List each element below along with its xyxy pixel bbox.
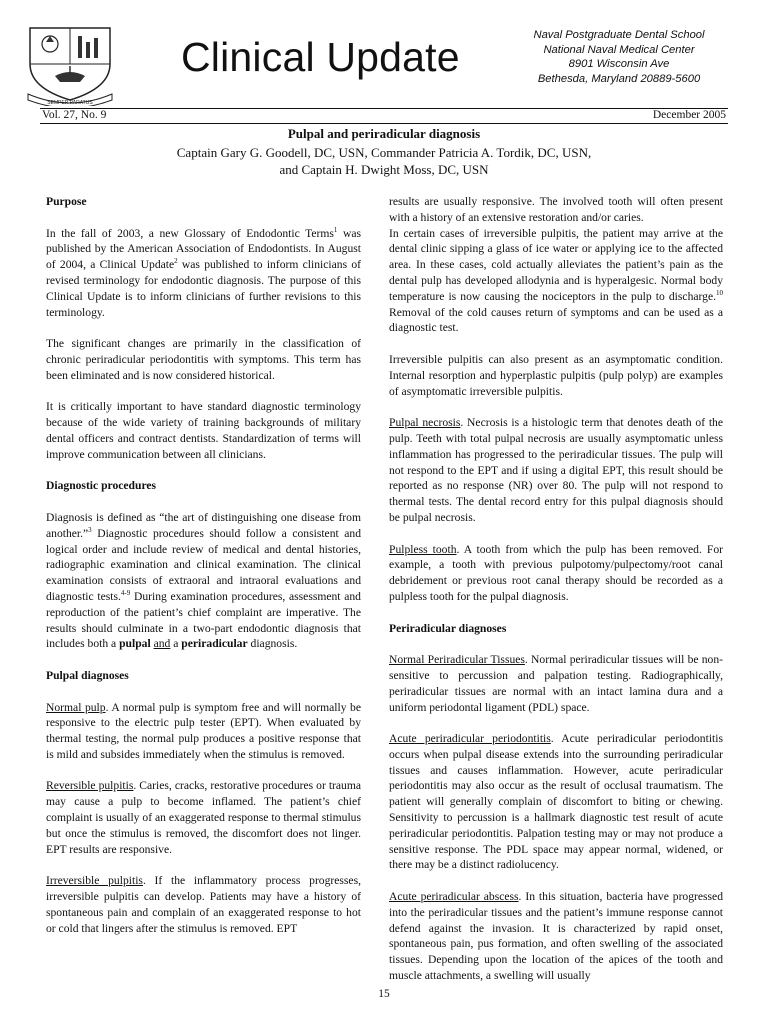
issue-volume: Vol. 27, No. 9: [42, 109, 107, 121]
page-number: 15: [378, 988, 390, 1000]
paragraph: It is critically important to have standard diagnostic terminology because of the wide variety of training backgrounds of military dental officers and contract dentists. Standardization of terms will improve communication between all clinicians.: [46, 400, 361, 461]
section-heading-purpose: Purpose: [46, 195, 87, 208]
paragraph: Normal Periradicular Tissues. Normal periradicular tissues will be non-sensitive to percussion and palpation testing. Radiographically, periradicular tissues are normal with an intact lamina dura and a uniform periodontal ligament (PDL) space.: [389, 653, 724, 714]
paragraph: Irreversible pulpitis can also present as an asymptomatic condition. Internal resorption and hyperplastic pulpitis (pulp polyp) are examples of asymptomatic irreversible pulpitis.: [389, 352, 723, 398]
article-title: Pulpal and periradicular diagnosis: [287, 126, 481, 141]
section-heading-periradicular: Periradicular diagnoses: [389, 621, 507, 635]
paragraph: Irreversible pulpitis. If the inflammatory process progresses, irreversible pulpitis can develop. Patients may have a history of spontaneous pain and complain of an exaggerated response to hot or cold that lingers after the stimulus is removed. EPT: [46, 874, 361, 935]
term-pulpal-necrosis: Pulpal necrosis: [389, 416, 461, 430]
paragraph: In certain cases of irreversible pulpitis, the patient may arrive at the dental clinic sipping a glass of ice water or applying ice to the affected area. In these cases, cold actually alleviates the patient’s pain as the dental pulp has developed allodynia and is hyperalgesic. Normal body temperature is now causing the nociceptors in the pulp to discharge.$^{10}$ Removal of the cold causes return of symptoms and can be used as a diagnostic test.: [389, 226, 723, 335]
paragraph: In the fall of 2003, a new Glossary of Endodontic Terms$^1$ was published by the American Association of Endodontists. In August of 2004, a Clinical Update$^2$ was published to inform clinicians of revised terminology for endodontic diagnosis. The purpose of this Clinical Update is to inform clinicians of further revisions to this terminology.: [46, 225, 361, 319]
paragraph: results are usually responsive. The involved tooth will often present with a history of an extensive restoration and/or caries.: [389, 195, 723, 224]
term-acute-periradicular-periodontitis: Acute periradicular periodontitis: [389, 732, 551, 746]
reference-number: 4-9: [120, 589, 131, 598]
seal-motto: SEMPER PARATUS: [47, 100, 93, 106]
address-line: National Naval Medical Center: [543, 43, 695, 56]
header-rule: [40, 123, 728, 124]
authors-line: and Captain H. Dwight Moss, DC, USN: [279, 162, 489, 177]
school-address: [510, 28, 728, 87]
authors-line: Captain Gary G. Goodell, DC, USN, Commander Patricia A. Tordik, DC, USN,: [176, 145, 592, 160]
paragraph: Normal pulp. A normal pulp is symptom free and will normally be responsive to the electric pulp tester (EPT). When evaluated by thermal testing, the normal pulp produces a positive response that is mild and subsides immediately when the stimulus is removed.: [46, 700, 361, 761]
term-irreversible-pulpitis: Irreversible pulpitis: [46, 874, 143, 888]
section-heading-diagnostic: Diagnostic procedures: [46, 479, 157, 493]
newsletter-title: Clinical Update: [181, 34, 460, 80]
reference-number: 10: [716, 288, 723, 297]
reference-number: 3: [88, 525, 92, 534]
term-normal-periradicular: Normal Periradicular Tissues: [389, 653, 525, 667]
address-line: Naval Postgraduate Dental School: [533, 29, 705, 41]
paragraph: Acute periradicular periodontitis. Acute periradicular periodontitis occurs when pulpal disease extends into the surrounding periradicular tissues and causes inflammation. However, acute periradicular periodontitis may also occur as the result of occlusal traumatism. The patient will generally complain of discomfort to biting or chewing. Sensitivity to percussion is a hallmark diagnostic test result of acute periradicular periodontitis. Palpation testing may or may not produce a sensitive response. The PDL space may appear normal, widened, or there may be a distinct radiolucency.: [389, 732, 723, 872]
term-normal-pulp: Normal pulp: [46, 700, 106, 714]
right-column: [389, 194, 723, 984]
paragraph: Pulpless tooth. A tooth from which the pulp has been removed. For example, a tooth with previous pulpotomy/pulpectomy/root canal debridement or previous root canal therapy should be recorded as a pulpless tooth for the pulpal diagnosis.: [389, 542, 723, 603]
reference-number: 1: [333, 225, 338, 234]
section-heading-pulpal: Pulpal diagnoses: [46, 668, 129, 682]
issue-bar: [40, 109, 728, 123]
paragraph: Reversible pulpitis. Caries, cracks, restorative procedures or trauma may cause a pulp to become inflamed. The patient’s chief complaint is usually of an exaggerated response to thermal stimulus but once the stimulus is removed, the discomfort does not linger. EPT results are responsive.: [46, 779, 362, 856]
reference-number: 2: [174, 257, 178, 266]
paragraph: The significant changes are primarily in the classification of chronic periradicular periodontitis with symptoms. This term has been eliminated and is now considered historical.: [46, 337, 361, 382]
term-acute-periradicular-abscess: Acute periradicular abscess: [389, 890, 519, 904]
article-authors: [120, 144, 648, 178]
paragraph: Pulpal necrosis. Necrosis is a histologic term that denotes death of the pulp. Teeth with total pulpal necrosis are usually asymptomatic unless inflammation has progressed to the periradicular tissues. The pulp will not respond to the EPT and if using a digital EPT, this result should be reported as no response (NR) over 80. The pulp will not respond to thermal tests. The dental record entry for this pulpal diagnosis should be pulpal necrosis.: [389, 416, 723, 524]
term-reversible-pulpitis: Reversible pulpitis: [46, 779, 134, 793]
school-seal-logo: [20, 20, 120, 106]
term-pulpless-tooth: Pulpless tooth: [389, 542, 457, 556]
address-line: 8901 Wisconsin Ave: [568, 58, 670, 71]
issue-date: December 2005: [652, 109, 726, 121]
paragraph: Diagnosis is defined as “the art of distinguishing one disease from another.”$^3$ Diagnostic procedures should follow a consistent and logical order and include review of medical and dental histories, radiographic examination and clinical examination. The clinical examination consists of extraoral and intraoral evaluations and diagnostic tests.$^{4-9}$ During examination procedures, assessment and reproduction of the patient’s chief complaint are imperative. The results should culminate in a two-part endodontic diagnosis that includes both a pulpal and a periradicular diagnosis.: [46, 510, 361, 651]
address-line: Bethesda, Maryland 20889-5600: [537, 73, 701, 86]
paragraph: Acute periradicular abscess. In this situation, bacteria have progressed into the periradicular tissues and the patient’s immune response cannot defend against the invasion. It is characterized by rapid onset, spontaneous pain, pus formation, and often swelling of the associated tissues. Depending upon the location of the apices of the tooth and muscle attachments, a swelling will usually: [389, 890, 723, 983]
left-column: [46, 194, 361, 936]
